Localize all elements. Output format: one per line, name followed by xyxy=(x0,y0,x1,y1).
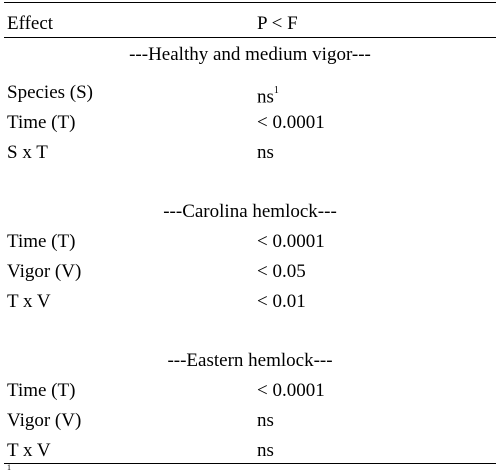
row-p-value: < 0.05 xyxy=(257,261,306,282)
p-value-text: ns xyxy=(257,86,274,108)
row-p-value xyxy=(257,82,279,108)
row-p-value: < 0.0001 xyxy=(257,380,325,401)
row-effect: S x T xyxy=(7,142,48,163)
row-effect: T x V xyxy=(7,440,51,461)
row-p-value: ns xyxy=(257,142,274,163)
header-effect: Effect xyxy=(7,13,54,34)
row-effect: Time (T) xyxy=(7,231,76,252)
footnote-mark: 1 xyxy=(7,463,11,472)
section-title-healthy-medium: ---Healthy and medium vigor--- xyxy=(129,44,371,65)
row-p-value: ns xyxy=(257,440,274,461)
row-p-value: < 0.01 xyxy=(257,291,306,312)
row-effect: Time (T) xyxy=(7,380,76,401)
bottom-rule xyxy=(4,463,496,464)
header-rule xyxy=(4,37,496,38)
row-effect: Species (S) xyxy=(7,82,94,103)
section-title-carolina: ---Carolina hemlock--- xyxy=(163,201,337,222)
anova-table xyxy=(4,0,496,472)
top-rule xyxy=(4,2,496,3)
row-effect: Time (T) xyxy=(7,112,76,133)
row-effect: T x V xyxy=(7,291,51,312)
row-p-value: < 0.0001 xyxy=(257,112,325,133)
row-p-value: < 0.0001 xyxy=(257,231,325,252)
row-effect: Vigor (V) xyxy=(7,261,82,282)
row-effect: Vigor (V) xyxy=(7,410,82,431)
footnote-ref: 1 xyxy=(273,85,279,96)
header-p-value: P < F xyxy=(257,13,298,34)
section-title-eastern: ---Eastern hemlock--- xyxy=(167,350,333,371)
row-p-value: ns xyxy=(257,410,274,431)
